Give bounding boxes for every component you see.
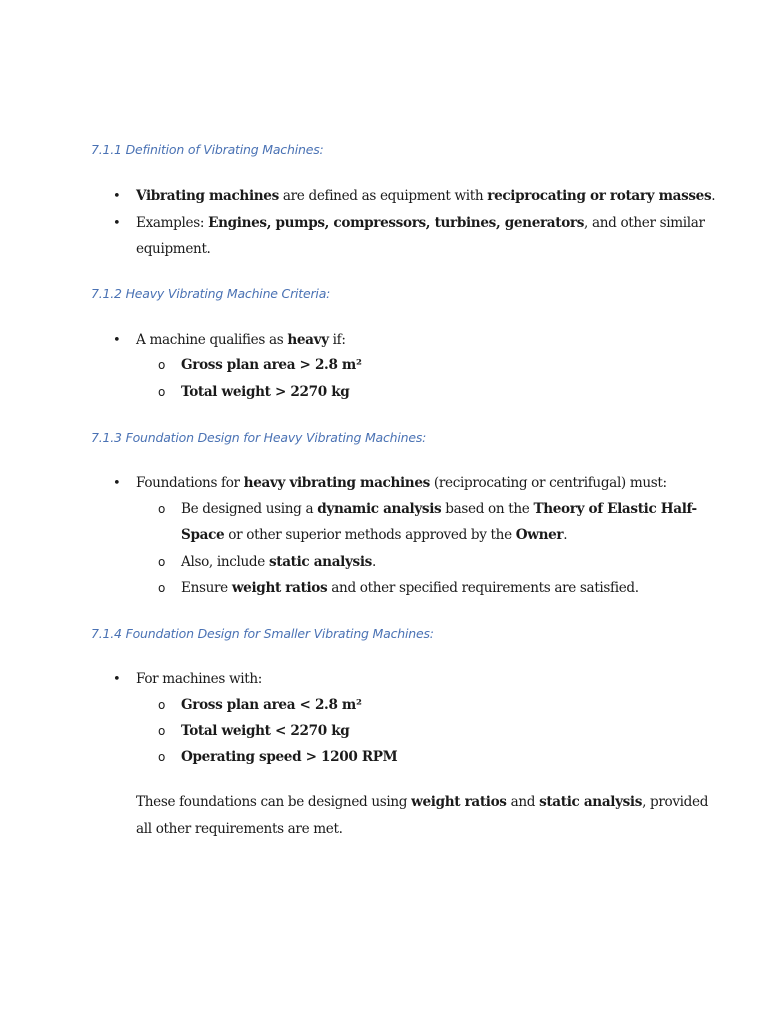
sub-list-item: Operating speed > 1200 RPM bbox=[181, 749, 398, 765]
bold-text: dynamic analysis bbox=[317, 501, 442, 517]
sub-list-item-continuation bbox=[181, 527, 567, 544]
text: Also, include bbox=[181, 554, 269, 570]
sub-bullet-icon: o bbox=[158, 358, 166, 372]
sub-list-item: Gross plan area < 2.8 m² bbox=[181, 697, 362, 713]
bold-text: Vibrating machines bbox=[136, 188, 279, 204]
sub-bullet-icon: o bbox=[158, 750, 166, 764]
bullet-icon: • bbox=[113, 672, 121, 687]
section-heading-7-1-3: 7.1.3 Foundation Design for Heavy Vibrating Machines: bbox=[91, 430, 427, 445]
bold-text: static analysis bbox=[268, 554, 372, 570]
text: A machine qualifies as bbox=[136, 332, 288, 348]
list-item bbox=[136, 475, 667, 492]
sub-bullet-icon: o bbox=[158, 555, 166, 569]
bold-text: Owner bbox=[515, 527, 564, 543]
section-heading-7-1-1: 7.1.1 Definition of Vibrating Machines: bbox=[91, 142, 324, 157]
bold-text: heavy vibrating machines bbox=[243, 475, 430, 491]
text: , and other similar bbox=[584, 215, 705, 231]
text: . bbox=[563, 527, 568, 543]
bold-text: weight ratios bbox=[231, 580, 328, 596]
bullet-icon: • bbox=[113, 189, 121, 204]
list-item: For machines with: bbox=[136, 671, 262, 687]
text: if: bbox=[328, 332, 346, 348]
sub-list-item bbox=[181, 580, 639, 597]
section-heading-7-1-4: 7.1.4 Foundation Design for Smaller Vibrating Machines: bbox=[91, 626, 434, 641]
text: (reciprocating or centrifugal) must: bbox=[429, 475, 667, 491]
sub-bullet-icon: o bbox=[158, 581, 166, 595]
bullet-icon: • bbox=[113, 333, 121, 348]
text: based on the bbox=[441, 501, 534, 517]
list-item bbox=[136, 188, 715, 205]
list-item bbox=[136, 215, 705, 232]
bold-text: heavy bbox=[287, 332, 329, 348]
sub-bullet-icon: o bbox=[158, 502, 166, 516]
text: Examples: bbox=[136, 215, 209, 231]
text: , provided bbox=[642, 794, 709, 810]
sub-bullet-icon: o bbox=[158, 698, 166, 712]
text: . bbox=[711, 188, 716, 204]
sub-list-item: Gross plan area > 2.8 m² bbox=[181, 357, 362, 373]
sub-list-item bbox=[181, 501, 697, 518]
text: Foundations for bbox=[136, 475, 244, 491]
text: . bbox=[371, 554, 376, 570]
list-item bbox=[136, 332, 346, 349]
bullet-icon: • bbox=[113, 476, 121, 491]
bold-text: reciprocating or rotary masses bbox=[487, 188, 712, 204]
bold-text: Engines, pumps, compressors, turbines, generators bbox=[208, 215, 585, 231]
paragraph bbox=[136, 794, 708, 811]
bold-text: Theory of Elastic Half- bbox=[533, 501, 697, 517]
text: Be designed using a bbox=[181, 501, 318, 517]
text: These foundations can be designed using bbox=[136, 794, 412, 810]
text: and bbox=[506, 794, 540, 810]
list-item-continuation: equipment. bbox=[136, 241, 211, 257]
paragraph-continuation: all other requirements are met. bbox=[136, 821, 343, 837]
bold-text: Space bbox=[181, 527, 225, 543]
sub-list-item: Total weight < 2270 kg bbox=[181, 723, 350, 739]
sub-bullet-icon: o bbox=[158, 724, 166, 738]
sub-list-item bbox=[181, 554, 376, 571]
text: and other specified requirements are satisfied. bbox=[327, 580, 639, 596]
sub-bullet-icon: o bbox=[158, 385, 166, 399]
bold-text: static analysis bbox=[539, 794, 643, 810]
text: Ensure bbox=[181, 580, 232, 596]
sub-list-item: Total weight > 2270 kg bbox=[181, 384, 350, 400]
text: are defined as equipment with bbox=[278, 188, 488, 204]
bold-text: weight ratios bbox=[411, 794, 507, 810]
bullet-icon: • bbox=[113, 216, 121, 231]
section-heading-7-1-2: 7.1.2 Heavy Vibrating Machine Criteria: bbox=[91, 286, 331, 301]
text: or other superior methods approved by the bbox=[224, 527, 516, 543]
